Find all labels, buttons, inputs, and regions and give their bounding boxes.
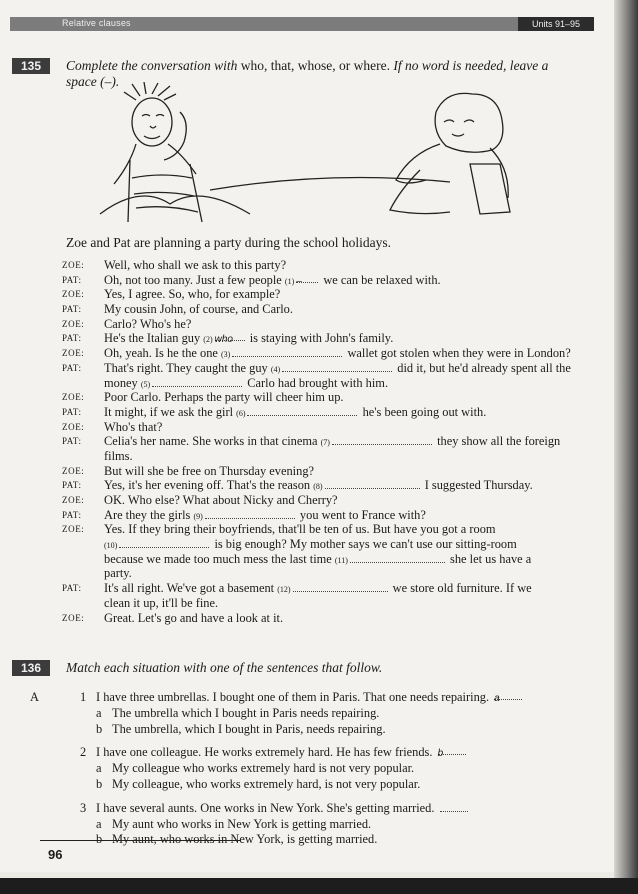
option-letter: a — [96, 816, 102, 831]
line-text-after: I suggested Thursday. — [424, 478, 533, 493]
dialogue-text — [104, 522, 496, 537]
option-letter: b — [96, 721, 103, 736]
question-text — [96, 801, 470, 817]
gap-number: (9) — [193, 511, 203, 521]
gap-number: (3) — [221, 350, 231, 360]
situation-text: I have several aunts. One works in New York. She's getting married. — [96, 800, 435, 815]
dialogue-line — [62, 522, 602, 537]
question-text — [96, 745, 468, 761]
speaker-label: PAT: — [62, 480, 82, 491]
question-text — [96, 690, 524, 706]
dialogue-line — [62, 611, 602, 626]
option-letter: a — [96, 761, 102, 776]
dialogue-text — [104, 287, 280, 302]
line-text-after: is big enough? My mother says we can't use our sitting-room — [214, 537, 517, 552]
line-text: films. — [104, 448, 133, 463]
line-text-after: is staying with John's family. — [249, 331, 394, 346]
dialogue-line — [62, 537, 602, 552]
line-text: Oh, yeah. Is he the one — [104, 346, 218, 361]
dialogue-text — [104, 420, 162, 435]
dialogue-line — [62, 258, 602, 273]
dialogue-line — [62, 478, 602, 493]
line-text: Great. Let's go and have a look at it. — [104, 610, 284, 625]
question-number: 3 — [80, 800, 87, 815]
line-text: Yes, it's her evening off. That's the reason — [104, 478, 311, 493]
dialogue-line — [62, 287, 602, 302]
dialogue-text — [104, 464, 314, 479]
line-text: It might, if we ask the girl — [104, 404, 234, 419]
exercise-136-number: 136 — [12, 660, 50, 676]
dialogue-line — [62, 273, 602, 288]
line-text: party. — [104, 566, 132, 581]
dialogue-text — [104, 493, 338, 508]
gap-number: (1) — [284, 276, 295, 286]
answer-gap[interactable] — [205, 509, 295, 519]
answer-gap[interactable] — [494, 690, 522, 704]
line-text: OK. Who else? What about Nicky and Cherry? — [104, 493, 338, 507]
book-spine-shadow — [614, 0, 638, 894]
speaker-label: ZOE: — [62, 348, 85, 359]
line-text: Who's that? — [104, 419, 163, 434]
situation-text: I have three umbrellas. I bought one of them in Paris. That one needs repairing. — [96, 690, 490, 704]
speaker-label: PAT: — [62, 362, 82, 373]
speaker-label: ZOE: — [62, 465, 85, 476]
scan-border — [0, 878, 638, 894]
line-text: Are they the girls — [104, 507, 191, 522]
dialogue-text — [104, 302, 293, 317]
page-number: 96 — [48, 847, 63, 862]
dialogue-line — [62, 464, 602, 479]
speaker-label: ZOE: — [62, 260, 85, 270]
units-label: Units 91–95 — [518, 17, 594, 31]
dialogue-line — [62, 552, 602, 567]
line-text-after: did it, but he'd already spent all the — [397, 360, 571, 375]
gap-number: (7) — [320, 438, 330, 448]
instruction-text-3: space (–). — [66, 74, 120, 89]
line-text: That's right. They caught the guy — [104, 360, 268, 375]
answer-gap[interactable] — [282, 362, 392, 372]
exercise-135-intro: Zoe and Pat are planning a party during the school holidays. — [66, 235, 392, 250]
dialogue-line — [62, 493, 602, 508]
dialogue-line — [62, 361, 602, 376]
handwritten-answer: b — [437, 748, 444, 760]
option-row — [68, 722, 588, 738]
gap-number: (11) — [334, 555, 348, 565]
line-text-after: he's been going out with. — [362, 404, 487, 419]
line-text: Celia's her name. She works in that cinema — [104, 434, 318, 449]
option-row — [68, 777, 588, 793]
option-row — [68, 817, 588, 833]
dialogue-line — [62, 376, 602, 391]
gap-number: (8) — [313, 482, 323, 492]
spacer — [68, 737, 588, 745]
option-letter: b — [96, 832, 103, 847]
line-text: Yes, I agree. So, who, for example? — [104, 287, 281, 302]
speaker-label: ZOE: — [62, 495, 85, 505]
line-text-after: we can be relaxed with. — [323, 272, 441, 287]
speaker-label: ZOE: — [62, 392, 85, 403]
question-number: 2 — [80, 745, 87, 760]
instruction-text: Complete the conversation with — [66, 58, 238, 73]
dialogue-line — [62, 405, 602, 420]
handwritten-answer: – — [296, 275, 302, 287]
option-text: The umbrella, which I bought in Paris, needs repairing. — [112, 721, 386, 736]
line-text: money — [104, 375, 138, 390]
line-text-after: Carlo had brought with him. — [247, 375, 389, 390]
speaker-label: PAT: — [62, 509, 82, 520]
gap-number: (2) — [203, 335, 213, 345]
speaker-label: ZOE: — [62, 612, 85, 623]
question-number: 1 — [80, 690, 87, 704]
answer-gap[interactable] — [214, 331, 245, 346]
line-text: It's all right. We've got a basement — [104, 581, 275, 596]
answer-gap[interactable] — [152, 377, 242, 387]
answer-gap[interactable] — [332, 435, 432, 445]
speaker-label: ZOE: — [62, 289, 85, 300]
dialogue-line — [62, 317, 602, 332]
handwritten-answer: who — [214, 334, 233, 346]
dialogue-text — [104, 317, 191, 332]
dialogue-text — [104, 596, 218, 611]
option-row — [68, 706, 588, 722]
section-letter: A — [30, 690, 39, 704]
dialogue-text — [104, 258, 286, 273]
speaker-label: PAT: — [62, 406, 82, 417]
line-text-after: she let us have a — [450, 551, 532, 566]
option-text: My colleague who works extremely hard is not very popular. — [112, 761, 415, 776]
speaker-label: PAT: — [62, 333, 82, 344]
line-text: Yes. If they bring their boyfriends, that'll be ten of us. But have you got a room — [104, 522, 496, 537]
section-title: Relative clauses — [62, 18, 131, 28]
question-row — [68, 801, 588, 817]
exercise-136-instruction: Match each situation with one of the sentences that follow. — [66, 660, 383, 675]
option-text: The umbrella which I bought in Paris needs repairing. — [112, 705, 380, 720]
dialogue-line — [62, 581, 602, 596]
speaker-label: PAT: — [62, 436, 82, 447]
speaker-label: PAT: — [62, 583, 82, 594]
dialogue-line — [62, 331, 602, 346]
option-row — [68, 761, 588, 777]
dialogue-text — [104, 566, 132, 581]
line-text-after: we store old furniture. If we — [392, 581, 532, 596]
situation-text: I have one colleague. He works extremely hard. He has few friends. — [96, 745, 433, 760]
gap-number: (12) — [277, 585, 291, 595]
dialogue-line — [62, 434, 602, 449]
question-row — [30, 690, 588, 706]
instruction-text-2: If no word is needed, leave a — [393, 58, 549, 73]
gap-number: (5) — [140, 379, 151, 389]
line-text: Poor Carlo. Perhaps the party will cheer him up. — [104, 390, 344, 405]
line-text: clean it up, it'll be fine. — [104, 595, 219, 610]
speaker-label: ZOE: — [62, 318, 85, 329]
answer-gap[interactable] — [119, 538, 209, 548]
option-text: My aunt who works in New York is getting married. — [112, 816, 372, 831]
option-letter: a — [96, 705, 102, 720]
line-text-after: wallet got stolen when they were in London? — [347, 346, 571, 361]
option-text: My colleague, who works extremely hard, is not very popular. — [112, 776, 421, 791]
handwritten-answer: a — [494, 693, 500, 704]
line-text: But will she be free on Thursday evening? — [104, 463, 315, 478]
dialogue-line — [62, 346, 602, 361]
speaker-label: PAT: — [62, 304, 82, 315]
conversation-illustration — [60, 82, 580, 232]
footer-rule — [40, 840, 240, 841]
dialogue-line — [62, 302, 602, 317]
dialogue-line — [62, 449, 602, 464]
dialogue-line — [62, 420, 602, 435]
gap-number: (10) — [104, 541, 118, 551]
gap-number: (4) — [270, 364, 281, 374]
line-text-after: you went to France with? — [299, 507, 426, 522]
answer-gap[interactable] — [296, 273, 318, 287]
dialogue-line — [62, 508, 602, 523]
speaker-label: ZOE: — [62, 421, 85, 432]
answer-gap[interactable] — [247, 406, 357, 416]
answer-gap[interactable] — [232, 347, 342, 357]
line-text: Carlo? Who's he? — [104, 316, 192, 331]
exercise-136-items — [30, 690, 588, 848]
line-text: Well, who shall we ask to this party? — [104, 258, 287, 272]
instruction-words: who, that, whose, or where. — [240, 58, 390, 73]
line-text-after: they show all the foreign — [437, 434, 561, 449]
gap-number: (6) — [236, 408, 246, 418]
option-letter: b — [96, 776, 103, 791]
dialogue-line — [62, 390, 602, 405]
line-text: because we made too much mess the last time — [104, 551, 332, 566]
line-text: Oh, not too many. Just a few people — [104, 272, 282, 287]
answer-gap[interactable] — [293, 582, 388, 592]
exercise-135-number: 135 — [12, 58, 50, 74]
speaker-label: ZOE: — [62, 524, 85, 535]
dialogue-text — [104, 390, 344, 405]
line-text: My cousin John, of course, and Carlo. — [104, 302, 293, 317]
speaker-label: PAT: — [62, 274, 82, 285]
spacer — [68, 793, 588, 801]
answer-gap[interactable] — [350, 553, 445, 563]
line-text: He's the Italian guy — [104, 331, 201, 346]
dialogue — [62, 258, 602, 625]
option-text: My aunt, who works in New York, is getting married. — [112, 832, 378, 847]
dialogue-text — [104, 449, 133, 464]
answer-gap[interactable] — [325, 479, 420, 489]
question-row — [68, 745, 588, 761]
dialogue-line — [62, 596, 602, 611]
dialogue-line — [62, 566, 602, 581]
dialogue-text — [104, 611, 283, 626]
answer-gap[interactable] — [440, 802, 468, 812]
answer-gap[interactable] — [437, 745, 466, 760]
